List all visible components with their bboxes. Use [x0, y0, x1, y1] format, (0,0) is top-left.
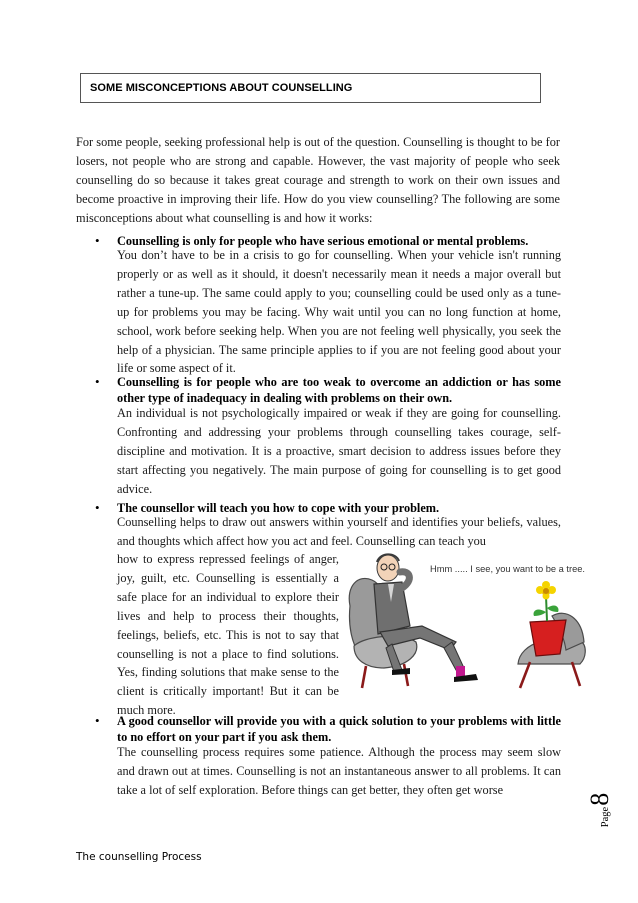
misconception-3-heading: The counsellor will teach you how to cope with your problem.	[117, 501, 440, 515]
page-word: Page	[600, 806, 611, 828]
intro-paragraph: For some people, seeking professional help is out of the question. Counselling is thought to be for losers, not people who are strong and capable. However, the vast majority of people who seek counselling do so because it takes great courage and strength to work on their own issues and become proactive in improving their life. How do you view counselling? The following are some misconceptions about what counselling is and how it works:	[76, 135, 560, 225]
bullet-4: •	[95, 713, 100, 728]
misconception-2-heading: Counselling is for people who are too weak to overcome an addiction or has some other type of inadequacy in dealing with problems on their own.	[117, 375, 561, 405]
section-header-box	[80, 73, 541, 103]
counselling-illustration	[344, 546, 590, 696]
bullet-1: •	[95, 233, 100, 248]
misconception-4-body: The counselling process requires some patience. Although the process may seem slow and drawn out at times. Counselling is not an instantaneous answer to all problems. It can take a lot of self exploration. Before things can get better, they often get worse	[117, 745, 561, 797]
page-number-value: 8	[585, 792, 614, 806]
misconception-3-body: Counselling helps to draw out answers within yourself and identifies your beliefs, values, and thoughts which affect how you act and feel. Counselling can teach you	[117, 515, 561, 548]
misconception-4-heading: A good counsellor will provide you with a quick solution to your problems with little to no effort on your part if you ask them.	[117, 714, 561, 744]
bullet-3: •	[95, 500, 100, 515]
speech-text: Hmm ..... I see, you want to be a tree.	[430, 564, 586, 574]
misconception-1-body: You don’t have to be in a crisis to go for counselling. When your vehicle isn't running properly or as well as it should, it doesn't necessarily mean it needs a major overall but rather a tune-up. The same could apply to you; counselling could be used only as a tune-up for problems you may be facing. Why wait until you can no long function at home, school, work before seeking help. When you are not feeling well physically, you seek the help of a physician. The same principle applies to if you are not feeling good about your life or some aspect of it.	[117, 248, 561, 376]
misconception-1-heading: Counselling is only for people who have serious emotional or mental problems.	[117, 234, 529, 248]
misconception-2-body: An individual is not psychologically impaired or weak if they are going for counselling. Confronting and addressing your problems through counselling takes courage, self-discipline and motivation. It is a proactive, smart decision to address issues before they start affecting you negatively. The main purpose of going for counselling is to get good advice.	[117, 406, 561, 496]
footer-text: The counselling Process	[76, 851, 202, 863]
section-title: SOME MISCONCEPTIONS ABOUT COUNSELLING	[90, 82, 353, 94]
misconception-3-body-continued: how to express repressed feelings of anger, joy, guilt, etc. Counselling is essentially a safe place for an individual to explore their lives and help to process their thoughts, feelings, beliefs, etc. This is not to say that counselling is not a place to find solutions. Yes, finding solutions that make sense to the client is critically important! But it can be much more.	[117, 552, 339, 718]
bullet-2: •	[95, 374, 100, 389]
page-number	[585, 789, 625, 831]
